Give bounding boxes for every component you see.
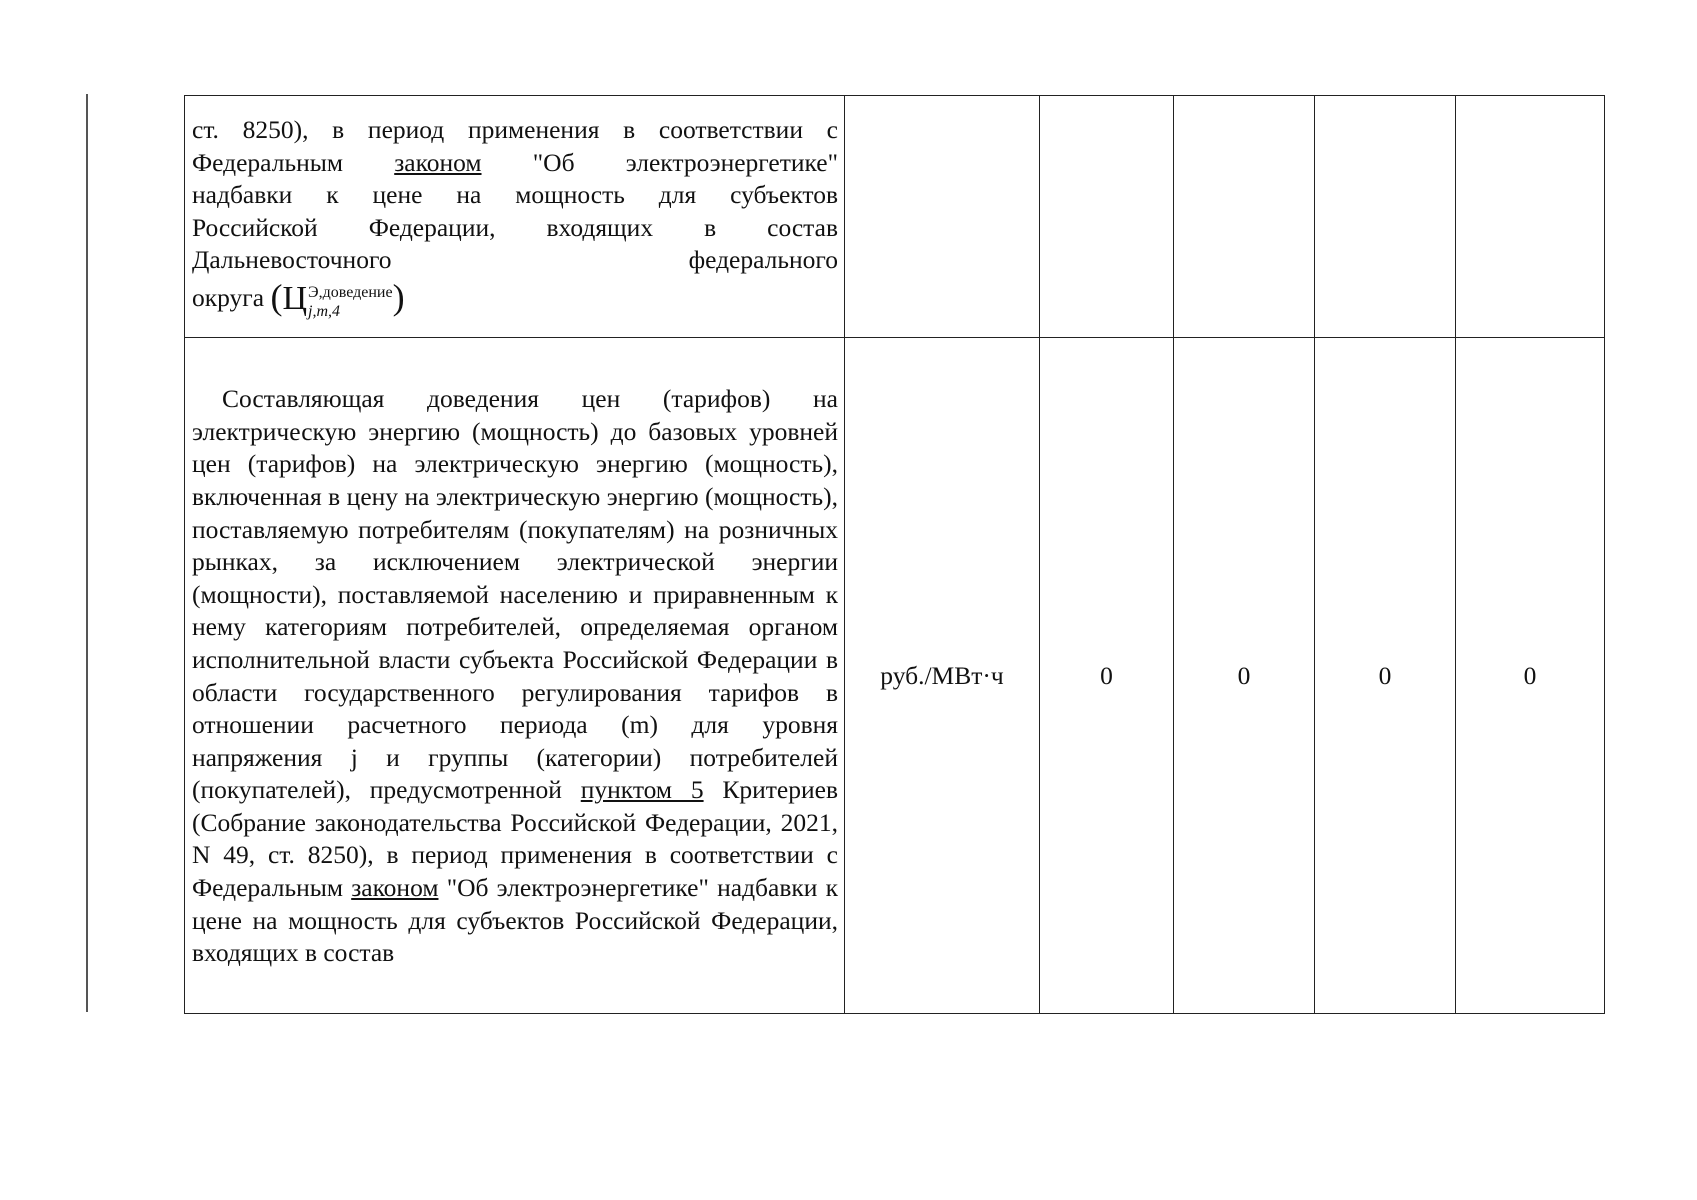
text-line: ст. 8250), в период применения в соответствии с xyxy=(192,115,838,145)
text-fragment: Федеральным xyxy=(192,147,343,177)
text-fragment: округа xyxy=(192,282,265,312)
value-cell: 0 xyxy=(1040,338,1174,1014)
unit-cell xyxy=(845,96,1040,338)
text-line: Дальневосточного федерального xyxy=(192,245,838,275)
unit-cell: руб./МВт·ч xyxy=(845,338,1040,1014)
clause-link[interactable]: пунктом 5 xyxy=(580,775,704,805)
description-cell xyxy=(185,96,845,338)
text-fragment: Критериев (Собрание законодательства Российской Федерации, 2021, N 49, ст. 8250), в период применения в соответствии с Федеральным xyxy=(192,775,838,903)
value-cell xyxy=(1315,96,1456,338)
margin-line xyxy=(86,94,88,1012)
value-cell: 0 xyxy=(1174,338,1315,1014)
formula-paren: ( xyxy=(270,276,283,317)
formula xyxy=(270,276,405,320)
formula-subscript: j,m,4 xyxy=(308,302,341,320)
description-cell xyxy=(185,338,845,1014)
tariff-table xyxy=(184,95,1605,1014)
value-cell: 0 xyxy=(1456,338,1605,1014)
law-link[interactable]: законом xyxy=(394,147,482,177)
text-fragment: Составляющая доведения цен (тарифов) на электрическую энергию (мощность) до базовых уровней цен (тарифов) на электрическую энергию (мощность), включенная в цену на электрическую энергию (мощность), поставляемую потребителям (покупателям) на розничных рынках, за исключением электрической энергии (мощности), поставляемой населению и приравненным к нему категориям потребителей, определяемая органом исполнительной власти субъекта Российской Федерации в области государственного регулирования тарифов в отношении расчетного периода (m) для уровня напряжения j и группы (категории) потребителей (покупателей), предусмотренной xyxy=(192,384,838,805)
formula-paren: ) xyxy=(392,276,405,317)
value-cell: 0 xyxy=(1315,338,1456,1014)
value-cell xyxy=(1040,96,1174,338)
text-fragment: "Об электроэнергетике" надбавки к цене на мощность для субъектов Российской Федерации, входящих в состав xyxy=(192,873,838,968)
text-line: надбавки к цене на мощность для субъектов xyxy=(192,180,838,210)
table-row xyxy=(185,338,1605,1014)
text-line xyxy=(192,276,838,321)
text-line: Российской Федерации, входящих в состав xyxy=(192,212,838,242)
text-line xyxy=(192,147,838,180)
value-cell xyxy=(1174,96,1315,338)
table-row xyxy=(185,96,1605,338)
formula-symbol: Ц xyxy=(282,279,308,317)
formula-superscript: Э,доведение xyxy=(308,283,393,301)
value-cell xyxy=(1456,96,1605,338)
law-link[interactable]: законом xyxy=(351,873,439,903)
text-fragment: "Об электроэнергетике" xyxy=(532,147,838,177)
